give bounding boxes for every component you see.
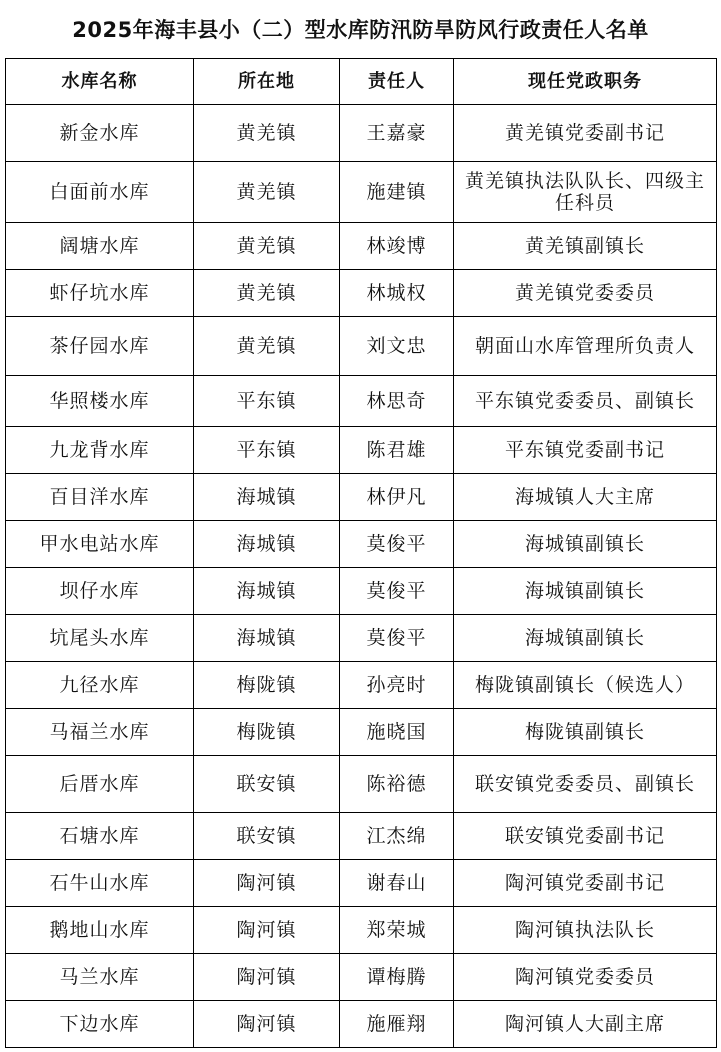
- cell-reservoir-name: 阔塘水库: [6, 223, 194, 270]
- cell-location: 梅陇镇: [194, 709, 340, 756]
- cell-responsible-person: 谢春山: [340, 860, 454, 907]
- cell-location: 陶河镇: [194, 1001, 340, 1048]
- cell-reservoir-name: 茶仔园水库: [6, 317, 194, 376]
- table-header-row: [6, 59, 717, 105]
- table-row: [6, 662, 717, 709]
- cell-current-position: 黄羌镇党委委员: [454, 270, 717, 317]
- cell-reservoir-name: 马兰水库: [6, 954, 194, 1001]
- cell-current-position: 黄羌镇副镇长: [454, 223, 717, 270]
- cell-responsible-person: 林伊凡: [340, 474, 454, 521]
- table-row: [6, 427, 717, 474]
- cell-location: 联安镇: [194, 756, 340, 813]
- table-row: [6, 907, 717, 954]
- cell-current-position: 联安镇党委委员、副镇长: [454, 756, 717, 813]
- cell-responsible-person: 陈裕德: [340, 756, 454, 813]
- cell-reservoir-name: 后厝水库: [6, 756, 194, 813]
- cell-location: 陶河镇: [194, 907, 340, 954]
- table-row: [6, 223, 717, 270]
- cell-reservoir-name: 甲水电站水库: [6, 521, 194, 568]
- table-row: [6, 709, 717, 756]
- cell-reservoir-name: 新金水库: [6, 105, 194, 162]
- cell-responsible-person: 陈君雄: [340, 427, 454, 474]
- cell-location: 陶河镇: [194, 954, 340, 1001]
- cell-current-position: 朝面山水库管理所负责人: [454, 317, 717, 376]
- cell-current-position: 陶河镇党委副书记: [454, 860, 717, 907]
- table-row: [6, 954, 717, 1001]
- cell-responsible-person: 谭梅腾: [340, 954, 454, 1001]
- document-title: 2025年海丰县小（二）型水库防汛防旱防风行政责任人名单: [72, 18, 649, 42]
- cell-current-position: 黄羌镇执法队队长、四级主任科员: [454, 162, 717, 223]
- header-current-position: 现任党政职务: [454, 59, 717, 105]
- cell-location: 联安镇: [194, 813, 340, 860]
- cell-reservoir-name: 坑尾头水库: [6, 615, 194, 662]
- cell-location: 黄羌镇: [194, 105, 340, 162]
- cell-current-position: 梅陇镇副镇长: [454, 709, 717, 756]
- table-row: [6, 1001, 717, 1048]
- cell-responsible-person: 莫俊平: [340, 521, 454, 568]
- cell-responsible-person: 林竣博: [340, 223, 454, 270]
- cell-current-position: 海城镇副镇长: [454, 568, 717, 615]
- cell-responsible-person: 林城权: [340, 270, 454, 317]
- cell-reservoir-name: 白面前水库: [6, 162, 194, 223]
- cell-current-position: 陶河镇执法队长: [454, 907, 717, 954]
- table-row: [6, 756, 717, 813]
- table-row: [6, 568, 717, 615]
- table-row: [6, 317, 717, 376]
- cell-location: 陶河镇: [194, 860, 340, 907]
- cell-responsible-person: 林思奇: [340, 376, 454, 427]
- cell-location: 海城镇: [194, 474, 340, 521]
- cell-current-position: 海城镇人大主席: [454, 474, 717, 521]
- cell-reservoir-name: 马福兰水库: [6, 709, 194, 756]
- table-row: [6, 270, 717, 317]
- cell-current-position: 海城镇副镇长: [454, 615, 717, 662]
- cell-current-position: 联安镇党委副书记: [454, 813, 717, 860]
- cell-location: 梅陇镇: [194, 662, 340, 709]
- cell-reservoir-name: 鹅地山水库: [6, 907, 194, 954]
- cell-location: 黄羌镇: [194, 223, 340, 270]
- cell-responsible-person: 孙亮时: [340, 662, 454, 709]
- cell-current-position: 梅陇镇副镇长（候选人）: [454, 662, 717, 709]
- cell-responsible-person: 莫俊平: [340, 615, 454, 662]
- cell-responsible-person: 施晓国: [340, 709, 454, 756]
- cell-current-position: 黄羌镇党委副书记: [454, 105, 717, 162]
- reservoir-responsibility-table: [5, 58, 717, 1048]
- cell-responsible-person: 江杰绵: [340, 813, 454, 860]
- cell-location: 平东镇: [194, 427, 340, 474]
- cell-location: 海城镇: [194, 568, 340, 615]
- cell-current-position: 平东镇党委委员、副镇长: [454, 376, 717, 427]
- header-responsible-person: 责任人: [340, 59, 454, 105]
- cell-responsible-person: 施建镇: [340, 162, 454, 223]
- table-row: [6, 474, 717, 521]
- cell-location: 黄羌镇: [194, 270, 340, 317]
- table-row: [6, 521, 717, 568]
- table-row: [6, 860, 717, 907]
- cell-reservoir-name: 百目洋水库: [6, 474, 194, 521]
- table-row: [6, 615, 717, 662]
- table-row: [6, 813, 717, 860]
- cell-location: 黄羌镇: [194, 317, 340, 376]
- cell-responsible-person: 莫俊平: [340, 568, 454, 615]
- cell-current-position: 平东镇党委副书记: [454, 427, 717, 474]
- cell-reservoir-name: 石塘水库: [6, 813, 194, 860]
- cell-reservoir-name: 九径水库: [6, 662, 194, 709]
- table-body: [6, 105, 717, 1048]
- cell-reservoir-name: 石牛山水库: [6, 860, 194, 907]
- cell-current-position: 陶河镇党委委员: [454, 954, 717, 1001]
- cell-reservoir-name: 虾仔坑水库: [6, 270, 194, 317]
- cell-current-position: 海城镇副镇长: [454, 521, 717, 568]
- cell-responsible-person: 刘文忠: [340, 317, 454, 376]
- cell-reservoir-name: 坝仔水库: [6, 568, 194, 615]
- cell-responsible-person: 王嘉豪: [340, 105, 454, 162]
- cell-responsible-person: 郑荣城: [340, 907, 454, 954]
- table-row: [6, 376, 717, 427]
- header-reservoir-name: 水库名称: [6, 59, 194, 105]
- cell-reservoir-name: 九龙背水库: [6, 427, 194, 474]
- cell-location: 黄羌镇: [194, 162, 340, 223]
- cell-reservoir-name: 下边水库: [6, 1001, 194, 1048]
- cell-current-position: 陶河镇人大副主席: [454, 1001, 717, 1048]
- cell-responsible-person: 施雁翔: [340, 1001, 454, 1048]
- cell-location: 平东镇: [194, 376, 340, 427]
- cell-location: 海城镇: [194, 615, 340, 662]
- table-row: [6, 105, 717, 162]
- header-location: 所在地: [194, 59, 340, 105]
- cell-location: 海城镇: [194, 521, 340, 568]
- cell-reservoir-name: 华照楼水库: [6, 376, 194, 427]
- table-row: [6, 162, 717, 223]
